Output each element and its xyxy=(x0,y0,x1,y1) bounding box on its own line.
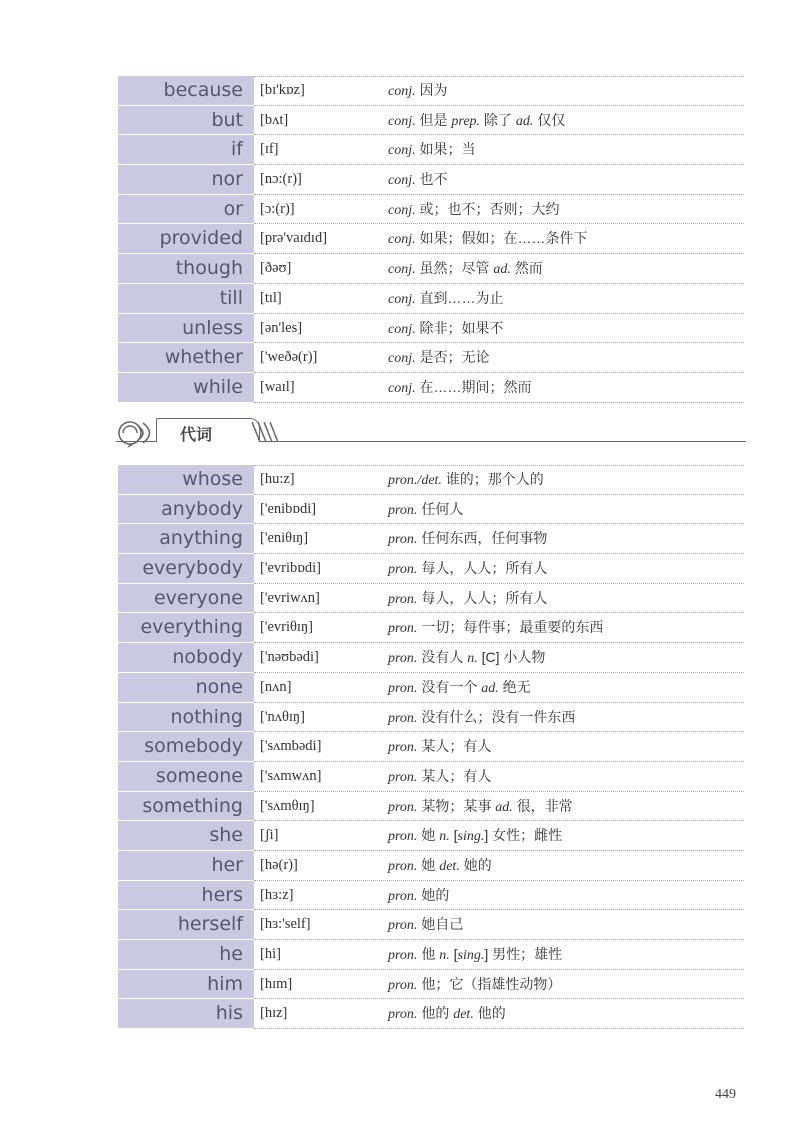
meaning-text: 直到……为止 xyxy=(415,289,504,306)
meaning-text: 他 xyxy=(417,946,440,962)
definition xyxy=(388,524,547,555)
definition xyxy=(388,821,562,852)
definition xyxy=(388,373,532,404)
headword: herself xyxy=(118,910,254,940)
part-of-speech: pron. xyxy=(388,651,418,667)
definition xyxy=(388,195,560,226)
definition xyxy=(388,792,573,823)
definition xyxy=(388,165,448,196)
phonetic: ['sʌmθɪŋ] xyxy=(260,797,315,814)
headword: him xyxy=(118,970,254,1000)
meaning-text: 她 xyxy=(417,827,440,844)
headword: nobody xyxy=(118,643,254,673)
definition xyxy=(388,343,490,374)
headword: everything xyxy=(118,613,254,643)
phonetic: [hə(r)] xyxy=(260,856,298,873)
headword: but xyxy=(118,106,254,136)
meaning-text: 但是 xyxy=(415,111,452,128)
phonetic: [prə'vaɪdɪd] xyxy=(260,230,328,247)
meaning-text: 很，非常 xyxy=(512,797,573,814)
part-of-speech: det. xyxy=(453,1007,474,1023)
vocab-row xyxy=(118,970,744,1000)
part-of-speech: conj. xyxy=(388,291,416,307)
phonetic: [bɪ'kɒz] xyxy=(260,82,305,98)
meaning-text: 在……期间；然而 xyxy=(415,378,532,395)
meaning-text: 某物；某事 xyxy=(417,797,496,814)
part-of-speech: conj. xyxy=(388,143,416,159)
meaning-text: 他；它（指雄性动物） xyxy=(417,975,562,992)
meaning-text: 除非；如果不 xyxy=(415,319,504,336)
meaning-text: 没有人 xyxy=(417,649,468,666)
part-of-speech: ad. xyxy=(495,799,513,815)
conjunction-table xyxy=(118,76,744,403)
definition xyxy=(388,254,543,285)
phonetic: ['weðə(r)] xyxy=(260,349,318,366)
part-of-speech: conj. xyxy=(388,232,416,248)
meaning-text: 也不 xyxy=(415,171,448,188)
phonetic: [ʃi] xyxy=(260,827,279,844)
part-of-speech: pron. xyxy=(388,591,418,607)
meaning-text: 某人；有人 xyxy=(417,738,492,755)
headword: whose xyxy=(118,465,254,495)
definition xyxy=(388,106,565,137)
meaning-text: 某人；有人 xyxy=(417,767,492,784)
headword: whether xyxy=(118,343,254,373)
part-of-speech: sing. xyxy=(457,948,485,963)
vocab-row xyxy=(118,314,744,344)
section-title: 代词 xyxy=(180,425,213,444)
phonetic: [ɔ:(r)] xyxy=(260,200,295,217)
part-of-speech: n. xyxy=(439,948,450,963)
phonetic: [ðəʊ] xyxy=(260,260,292,277)
headword: he xyxy=(118,940,254,970)
part-of-speech: conj. xyxy=(388,84,416,99)
part-of-speech: pron. xyxy=(388,680,418,696)
definition xyxy=(388,703,575,734)
definition xyxy=(388,643,545,674)
meaning-text: 因为 xyxy=(415,82,448,98)
meaning-text: 是否；无论 xyxy=(415,349,490,366)
speech-bubble-logo-icon xyxy=(116,418,160,448)
phonetic: [hu:z] xyxy=(260,471,295,487)
phonetic: ['evriwʌn] xyxy=(260,589,320,606)
phonetic: ['nəʊbədi] xyxy=(260,649,319,666)
headword: while xyxy=(118,373,254,403)
vocab-row xyxy=(118,495,744,525)
vocab-row xyxy=(118,762,744,792)
definition xyxy=(388,881,449,912)
definition xyxy=(388,284,504,315)
phonetic: ['evriθɪŋ] xyxy=(260,619,313,636)
definition xyxy=(388,851,492,882)
phonetic: [hɪz] xyxy=(260,1005,288,1022)
phonetic: ['eniθɪŋ] xyxy=(260,530,309,547)
vocab-row xyxy=(118,821,744,851)
part-of-speech: pron. xyxy=(388,977,418,993)
phonetic: [ɪf] xyxy=(260,141,279,158)
meaning-text: [ xyxy=(449,827,458,844)
phonetic: [bʌt] xyxy=(260,111,289,128)
definition xyxy=(388,224,588,255)
vocab-row xyxy=(118,703,744,733)
definition xyxy=(388,554,547,585)
headword: though xyxy=(118,254,254,284)
phonetic: ['sʌmbədi] xyxy=(260,738,322,755)
meaning-text: 他的 xyxy=(473,1005,506,1022)
headword: her xyxy=(118,851,254,881)
part-of-speech: sing. xyxy=(457,829,485,845)
phonetic: [nʌn] xyxy=(260,678,292,695)
phonetic: ['sʌmwʌn] xyxy=(260,767,322,784)
part-of-speech: pron. xyxy=(388,888,418,904)
vocab-row xyxy=(118,76,744,106)
vocab-row xyxy=(118,851,744,881)
vocab-row xyxy=(118,613,744,643)
part-of-speech: n. xyxy=(439,829,450,845)
meaning-text: 绝无 xyxy=(498,678,531,695)
part-of-speech: conj. xyxy=(388,262,416,278)
headword: nor xyxy=(118,165,254,195)
vocab-row xyxy=(118,465,744,495)
headword: unless xyxy=(118,314,254,344)
phonetic: ['enibɒdi] xyxy=(260,500,317,517)
meaning-text: 仅仅 xyxy=(533,111,566,128)
headword: someone xyxy=(118,762,254,792)
meaning-text: 或；也不；否则；大约 xyxy=(415,200,560,217)
headword: because xyxy=(118,76,254,106)
headword: somebody xyxy=(118,732,254,762)
meaning-text: 如果；假如；在……条件下 xyxy=(415,230,588,247)
vocab-row xyxy=(118,165,744,195)
definition xyxy=(388,495,463,526)
phonetic: [waɪl] xyxy=(260,378,295,395)
vocab-row xyxy=(118,881,744,911)
headword: everybody xyxy=(118,554,254,584)
vocab-row xyxy=(118,106,744,136)
headword: something xyxy=(118,792,254,822)
part-of-speech: pron. xyxy=(388,621,418,637)
part-of-speech: pron. xyxy=(388,799,418,815)
headword: provided xyxy=(118,224,254,254)
meaning-text: 每人，人人；所有人 xyxy=(417,560,548,577)
phonetic: [hɜ:z] xyxy=(260,886,294,903)
vocab-row xyxy=(118,673,744,703)
meaning-text: 她的 xyxy=(417,886,450,903)
headword: she xyxy=(118,821,254,851)
vocab-row xyxy=(118,373,744,403)
vocab-row xyxy=(118,643,744,673)
part-of-speech: n. xyxy=(467,651,478,667)
meaning-text: 如果；当 xyxy=(415,141,476,158)
phonetic: ['nʌθɪŋ] xyxy=(260,708,305,725)
meaning-text: 一切；每件事；最重要的东西 xyxy=(417,619,604,636)
meaning-text: 然而 xyxy=(510,260,543,277)
part-of-speech: conj. xyxy=(388,173,416,189)
meaning-text: ] 男性；雄性 xyxy=(484,946,563,962)
meaning-text: 他的 xyxy=(417,1005,454,1022)
phonetic: [hi] xyxy=(260,946,281,962)
vocab-row xyxy=(118,940,744,970)
definition xyxy=(388,910,463,941)
definition xyxy=(388,673,531,704)
headword: none xyxy=(118,673,254,703)
phonetic: [hɪm] xyxy=(260,975,293,992)
vocab-row xyxy=(118,554,744,584)
meaning-text: 没有一个 xyxy=(417,678,482,695)
meaning-text: 除了 xyxy=(480,111,516,128)
vocab-row xyxy=(118,524,744,554)
headword: anything xyxy=(118,524,254,554)
definition xyxy=(388,940,562,971)
headword: if xyxy=(118,135,254,165)
meaning-text: 任何人 xyxy=(417,500,464,517)
part-of-speech: conj. xyxy=(388,351,416,367)
vocab-row xyxy=(118,732,744,762)
phonetic: [tɪl] xyxy=(260,289,282,306)
part-of-speech: conj. xyxy=(388,202,416,218)
vocab-row xyxy=(118,254,744,284)
vocab-row xyxy=(118,224,744,254)
meaning-text: 谁的；那个人的 xyxy=(441,471,544,487)
headword: till xyxy=(118,284,254,314)
vocab-row xyxy=(118,284,744,314)
meaning-text: 她自己 xyxy=(417,916,464,933)
part-of-speech: pron./det. xyxy=(388,473,442,488)
part-of-speech: pron. xyxy=(388,858,418,874)
meaning-text: 她 xyxy=(417,856,440,873)
headword: nothing xyxy=(118,703,254,733)
part-of-speech: conj. xyxy=(388,380,416,396)
phonetic: [nɔ:(r)] xyxy=(260,171,302,188)
part-of-speech: conj. xyxy=(388,113,416,129)
part-of-speech: pron. xyxy=(388,710,418,726)
part-of-speech: ad. xyxy=(515,113,534,129)
definition xyxy=(388,465,544,496)
meaning-text: ] 女性；雌性 xyxy=(484,827,563,844)
meaning-text: [ xyxy=(449,946,458,962)
part-of-speech: ad. xyxy=(493,262,511,278)
part-of-speech: pron. xyxy=(388,1007,418,1023)
vocab-row xyxy=(118,792,744,822)
phonetic: [ən'les] xyxy=(260,319,303,336)
headword: everyone xyxy=(118,584,254,614)
hatch-decoration-icon xyxy=(250,422,278,442)
part-of-speech: ad. xyxy=(481,680,499,696)
definition xyxy=(388,762,491,793)
phonetic: ['evribɒdi] xyxy=(260,560,321,577)
pronoun-table xyxy=(118,465,744,1029)
vocab-row xyxy=(118,135,744,165)
meaning-text: 她的 xyxy=(459,856,492,873)
part-of-speech: pron. xyxy=(388,948,418,963)
vocab-row xyxy=(118,999,744,1029)
definition xyxy=(388,970,561,1001)
part-of-speech: pron. xyxy=(388,532,418,548)
headword: his xyxy=(118,999,254,1029)
vocab-row xyxy=(118,195,744,225)
vocab-row xyxy=(118,343,744,373)
definition xyxy=(388,999,506,1030)
meaning-text: [C] 小人物 xyxy=(477,649,546,666)
meaning-text: 虽然；尽管 xyxy=(415,260,494,277)
definition xyxy=(388,135,476,166)
part-of-speech: det. xyxy=(439,858,460,874)
definition xyxy=(388,613,603,644)
vocab-row xyxy=(118,910,744,940)
part-of-speech: pron. xyxy=(388,829,418,845)
part-of-speech: pron. xyxy=(388,562,418,578)
page-number: 449 xyxy=(715,1087,736,1102)
part-of-speech: pron. xyxy=(388,502,418,518)
definition xyxy=(388,76,448,107)
part-of-speech: prep. xyxy=(451,113,481,129)
part-of-speech: pron. xyxy=(388,918,418,934)
part-of-speech: conj. xyxy=(388,321,416,337)
definition xyxy=(388,584,547,615)
meaning-text: 每人，人人；所有人 xyxy=(417,589,548,606)
phonetic: [hɜ:'self] xyxy=(260,916,311,933)
definition xyxy=(388,732,491,763)
definition xyxy=(388,314,504,345)
headword: anybody xyxy=(118,495,254,525)
headword: hers xyxy=(118,881,254,911)
vocab-row xyxy=(118,584,744,614)
meaning-text: 没有什么；没有一件东西 xyxy=(417,708,576,725)
part-of-speech: pron. xyxy=(388,740,418,756)
meaning-text: 任何东西，任何事物 xyxy=(417,530,548,547)
headword: or xyxy=(118,195,254,225)
part-of-speech: pron. xyxy=(388,769,418,785)
section-header-pronouns xyxy=(116,416,746,448)
